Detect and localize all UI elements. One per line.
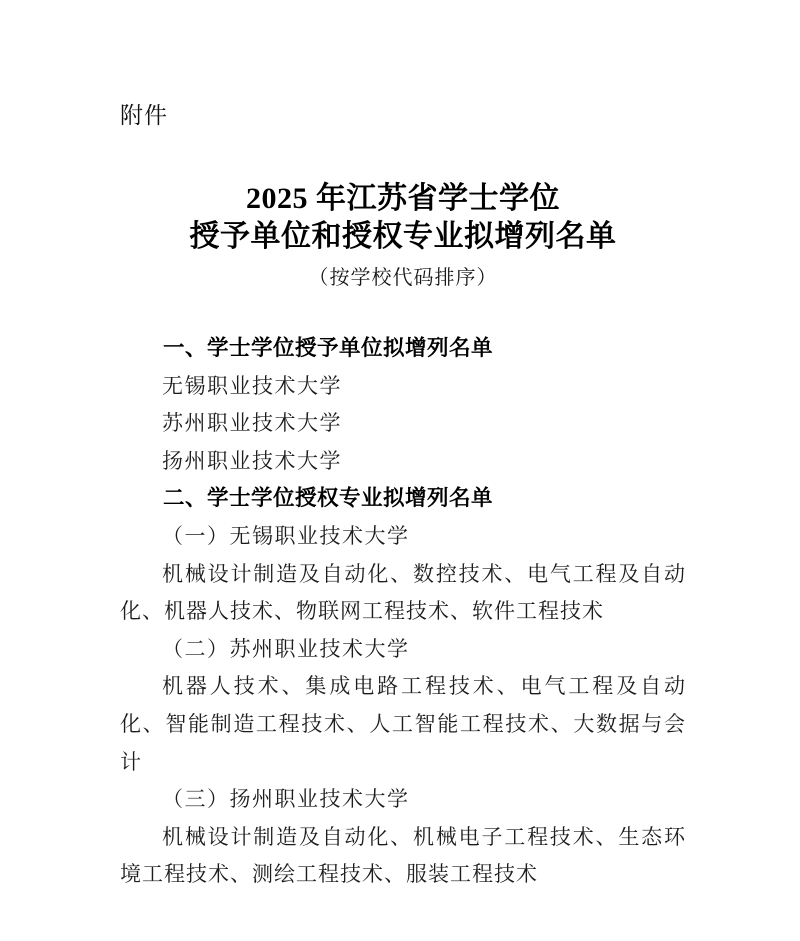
subsection-2-majors: 机器人技术、集成电路工程技术、电气工程及自动化、智能制造工程技术、人工智能工程技术、大数据与会计 bbox=[120, 674, 686, 774]
university-list-item-wuxi: 无锡职业技术大学 bbox=[162, 373, 342, 398]
subsection-3-majors: 机械设计制造及自动化、机械电子工程技术、生态环境工程技术、测绘工程技术、服装工程技术 bbox=[120, 824, 686, 887]
section-2-heading: 二、学士学位授权专业拟增列名单 bbox=[163, 486, 494, 511]
subsection-1-heading: （一）无锡职业技术大学 bbox=[162, 523, 410, 548]
subsection-3-heading: （三）扬州职业技术大学 bbox=[162, 787, 410, 812]
document-title-line1: 2025 年江苏省学士学位 bbox=[246, 182, 560, 215]
university-list-item-yangzhou: 扬州职业技术大学 bbox=[162, 448, 342, 473]
document-subtitle: （按学校代码排序） bbox=[308, 267, 498, 289]
document-title-block bbox=[120, 180, 686, 292]
section-1-heading: 一、学士学位授予单位拟增列名单 bbox=[163, 336, 494, 360]
document-body bbox=[120, 330, 686, 894]
document-content-area bbox=[0, 102, 800, 894]
subsection-1-majors: 机械设计制造及自动化、数控技术、电气工程及自动化、机器人技术、物联网工程技术、软件工程技术 bbox=[120, 561, 686, 624]
subsection-2-heading: （二）苏州职业技术大学 bbox=[162, 636, 410, 661]
university-list-item-suzhou: 苏州职业技术大学 bbox=[162, 411, 342, 436]
attachment-label: 附件 bbox=[120, 102, 168, 128]
document-title-line2: 授予单位和授权专业拟增列名单 bbox=[189, 220, 617, 253]
